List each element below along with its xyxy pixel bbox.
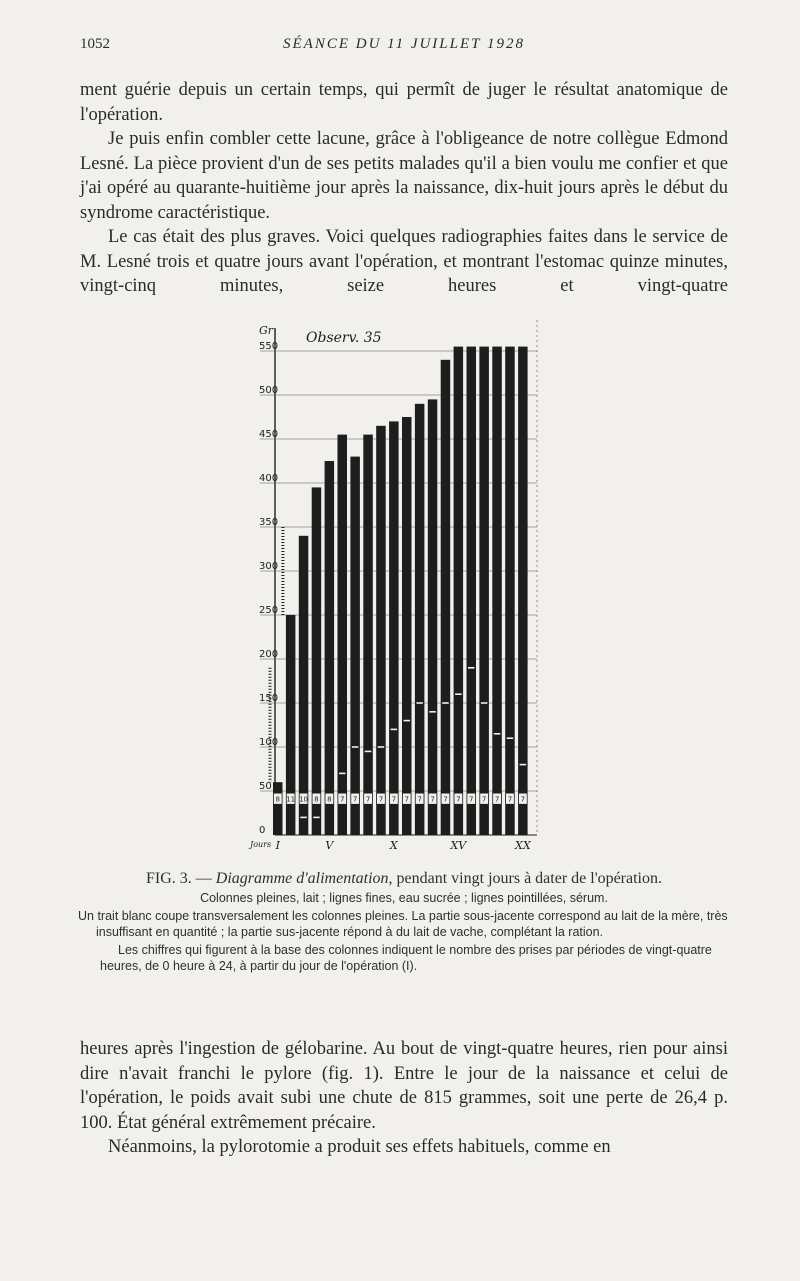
milk-bar <box>428 399 438 835</box>
figure-caption <box>78 868 730 974</box>
feedings-count-label: 7 <box>340 795 345 804</box>
y-tick-label: 450 <box>259 429 279 440</box>
caption-legend: Colonnes pleines, lait ; lignes fines, eau sucrée ; lignes pointillées, sérum. <box>200 891 608 905</box>
y-tick-label: 50 <box>259 781 272 792</box>
y-tick-label: 150 <box>259 693 279 704</box>
paragraph: Je puis enfin combler cette lacune, grâce à l'obligeance de notre collègue Edmond Lesné. La pièce provient d'un de ses petits malades qu'il a bien voulu me confier et que j'ai opéré au quarante-huitième jour après la naissance, dix-huit jours après le début du syndrome caractéristique. <box>80 129 728 223</box>
feedings-count-label: 8 <box>327 795 332 804</box>
feedings-count-label: 7 <box>378 795 384 804</box>
milk-bar <box>376 426 386 835</box>
x-tick-label: V <box>325 839 334 852</box>
milk-bar <box>415 404 425 835</box>
milk-bar <box>312 487 322 835</box>
page-header <box>80 36 728 58</box>
feedings-count-label: 7 <box>507 795 513 804</box>
feeding-diagram-chart <box>240 320 550 855</box>
y-tick-label: 250 <box>259 605 279 616</box>
milk-bar <box>350 457 360 835</box>
figure-title-rest: pendant vingt jours à dater de l'opération. <box>396 870 662 887</box>
caption-paragraph: Un trait blanc coupe transversalement les colonnes pleines. La partie sous-jacente correspond au lait de la mère, très insuffisant en quantité ; la partie sus-jacente répond à du lait de vache, complétant la ration. <box>78 909 728 939</box>
feedings-count-label: 7 <box>430 795 435 804</box>
figure-title: Diagramme d'alimentation, <box>215 870 393 887</box>
x-tick-label: X <box>389 839 398 852</box>
feedings-count-label: 7 <box>494 795 500 804</box>
x-tick-label: I <box>275 839 280 852</box>
milk-bar <box>402 417 412 835</box>
milk-bar <box>273 782 283 835</box>
feedings-count-label: 11 <box>286 795 296 804</box>
milk-bar <box>467 347 477 835</box>
paragraph: heures après l'ingestion de gélobarine. Au bout de vingt-quatre heures, rien pour ainsi dire n'avait franchi le pylore (fig. 1). Entre le jour de la naissance et celui de l'opération, le poids avait subi une chute de 815 grammes, soit une perte de 26,4 p. 100. État général extrêmement précaire. <box>80 1039 728 1133</box>
chart-bars <box>270 347 528 835</box>
y-tick-label: 0 <box>259 825 266 836</box>
y-tick-label: 100 <box>259 737 279 748</box>
feedings-count-label: 7 <box>469 795 474 804</box>
x-tick-label: XV <box>450 839 467 852</box>
figure-label: FIG. 3. — <box>146 870 212 887</box>
y-tick-label: 400 <box>259 473 279 484</box>
feedings-count-label: 10 <box>299 795 309 804</box>
feedings-count-label: 7 <box>481 795 487 804</box>
running-title: SÉANCE DU 11 JUILLET 1928 <box>283 36 525 52</box>
milk-bar <box>479 347 489 835</box>
page-number: 1052 <box>80 36 110 52</box>
paragraph: Néanmoins, la pylorotomie a produit ses effets habituels, comme en <box>108 1137 611 1157</box>
paragraph: Le cas était des plus graves. Voici quelques radiographies faites dans le service de M. Lesné trois et quatre jours avant l'opération, et montrant l'estomac quinze minutes, vingt-cinq minutes, seize heures et vingt-quatre <box>80 227 728 296</box>
feedings-count-label: 7 <box>456 795 461 804</box>
milk-bar <box>338 435 348 835</box>
x-tick-label: XX <box>515 839 531 852</box>
milk-bar <box>389 421 399 835</box>
milk-bar <box>454 347 464 835</box>
y-tick-label: 200 <box>259 649 279 660</box>
milk-bar <box>325 461 335 835</box>
feedings-count-label: 7 <box>391 795 397 804</box>
y-tick-label: 350 <box>259 517 279 528</box>
y-tick-label: 500 <box>259 385 279 396</box>
x-axis-label: Jours <box>250 840 272 849</box>
milk-bar <box>492 347 502 835</box>
feedings-count-label: 7 <box>417 795 422 804</box>
caption-title <box>78 868 730 890</box>
milk-bar <box>505 347 515 835</box>
feedings-count-label: 8 <box>275 795 280 804</box>
y-axis-label: Gr <box>259 324 274 337</box>
feedings-count-label: 7 <box>443 795 448 804</box>
chart-title: Observ. 35 <box>306 330 382 346</box>
milk-bar <box>299 536 309 835</box>
milk-bar <box>518 347 528 835</box>
milk-bar <box>363 435 373 835</box>
paragraph: ment guérie depuis un certain temps, qui permît de juger le résultat anatomique de l'opération. <box>80 80 728 125</box>
body-text-bottom <box>80 1037 728 1160</box>
milk-bar <box>441 360 451 835</box>
y-tick-label: 300 <box>259 561 279 572</box>
feedings-count-label: 8 <box>314 795 319 804</box>
feedings-count-label: 7 <box>365 795 371 804</box>
caption-paragraph: Les chiffres qui figurent à la base des colonnes indiquent le nombre des prises par périodes de vingt-quatre heures, de 0 heure à 24, à partir du jour de l'opération (I). <box>100 943 712 973</box>
y-tick-label: 550 <box>259 341 279 352</box>
body-text-top <box>80 78 728 299</box>
feedings-count-label: 7 <box>404 795 409 804</box>
feedings-count-label: 7 <box>352 795 358 804</box>
feedings-count-label: 7 <box>520 795 526 804</box>
